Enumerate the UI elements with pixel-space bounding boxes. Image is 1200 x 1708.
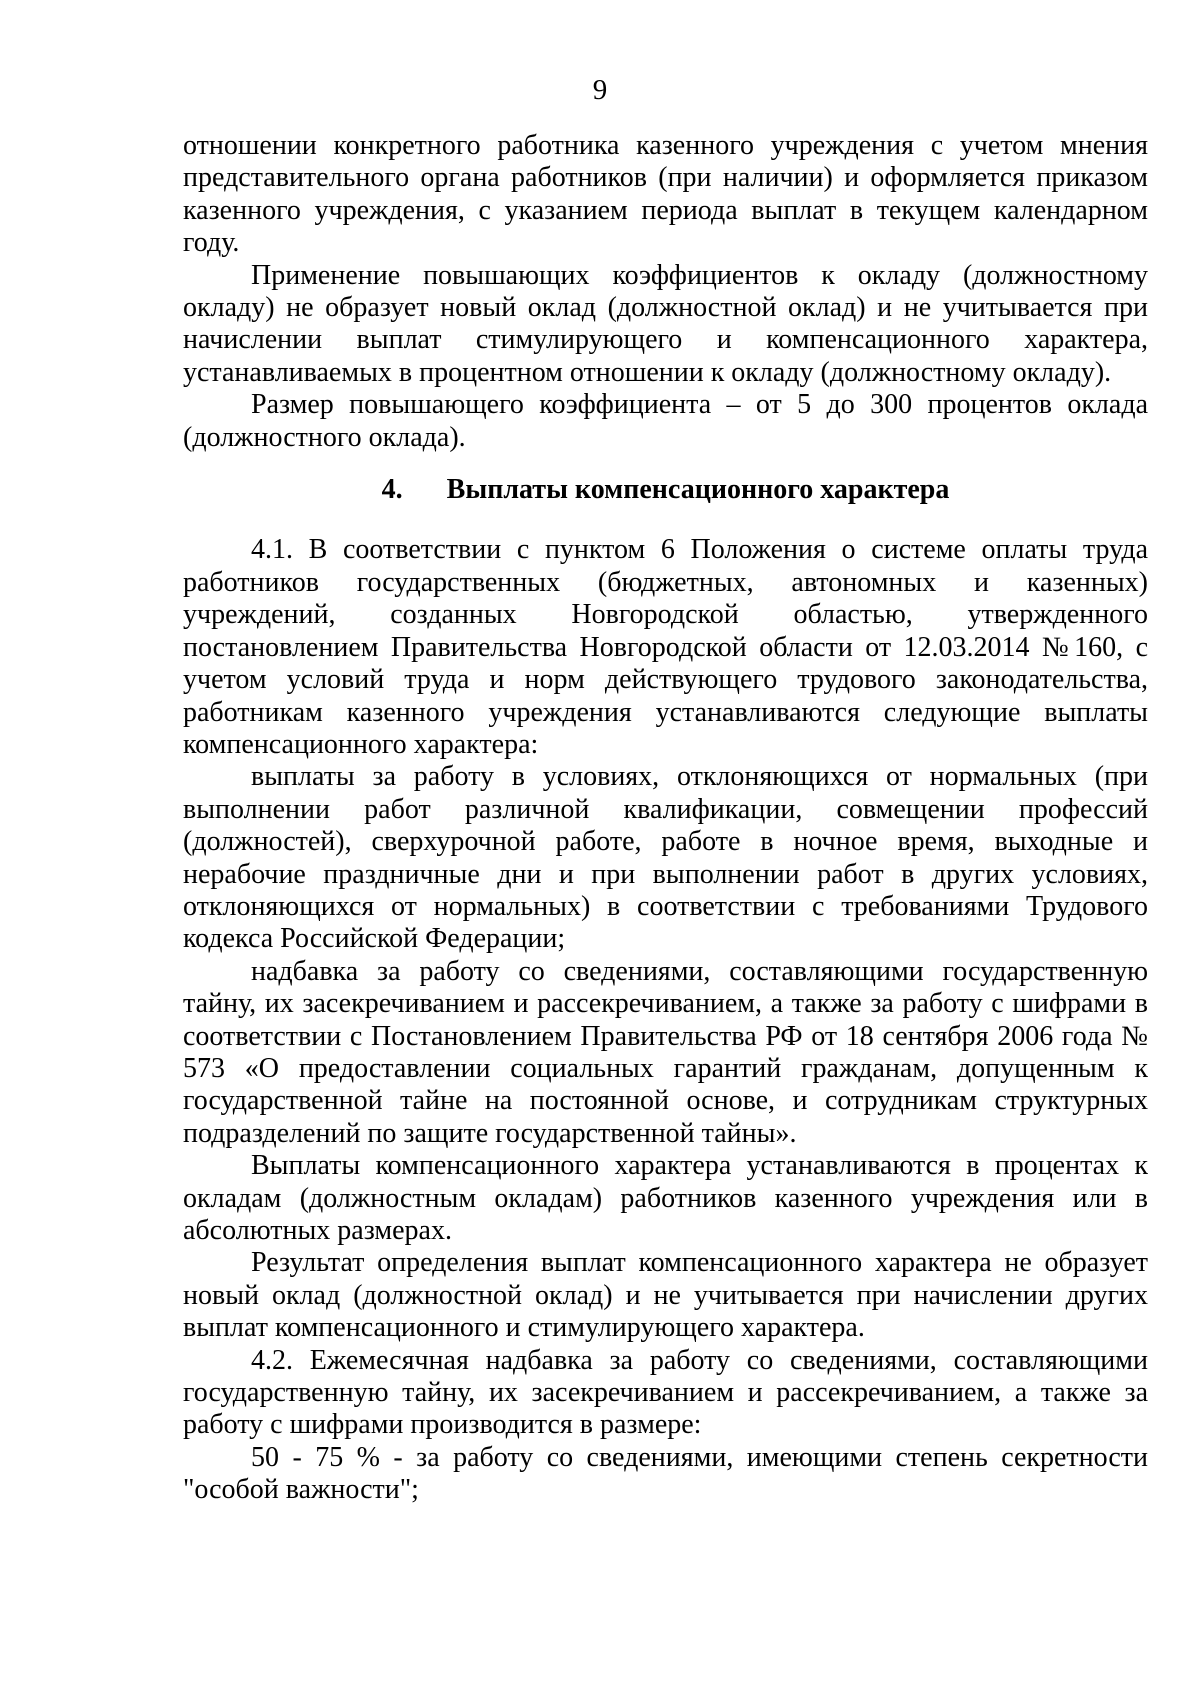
section-title: Выплаты компенсационного характера: [446, 474, 950, 506]
paragraph: отношении конкретного работника казенного учреждения с учетом мнения представительного органа работников (при наличии) и оформляется приказом казенного учреждения, с указанием периода выплат в текущем календарном году.: [183, 130, 1148, 259]
paragraph: 4.2. Ежемесячная надбавка за работу со сведениями, составляющими государственную тайну, их засекречиванием и рассекречиванием, а также за работу с шифрами производится в размере:: [183, 1344, 1148, 1441]
paragraph: Результат определения выплат компенсационного характера не образует новый оклад (должностной оклад) и не учитывается при начислении других выплат компенсационного и стимулирующего характера.: [183, 1247, 1148, 1344]
paragraph: Выплаты компенсационного характера устанавливаются в процентах к окладам (должностным окладам) работников казенного учреждения или в абсолютных размерах.: [183, 1150, 1148, 1246]
paragraph: Применение повышающих коэффициентов к окладу (должностному окладу) не образует новый оклад (должностной оклад) и не учитывается при начислении выплат стимулирующего и компенсационного характера, устанавливаемых в процентном отношении к окладу (должностному окладу).: [183, 259, 1148, 388]
paragraph: выплаты за работу в условиях, отклоняющихся от нормальных (при выполнении работ различной квалификации, совмещении профессий (должностей), сверхурочной работе, работе в ночное время, выходные и нерабочие праздничные дни и при выполнении работ в других условиях, отклоняющихся от нормальных) в соответствии с требованиями Трудового кодекса Российской Федерации;: [183, 761, 1148, 955]
document-body: [183, 130, 1148, 1507]
section-number: 4.: [381, 474, 403, 506]
paragraph: Размер повышающего коэффициента – от 5 до 300 процентов оклада (должностного оклада).: [183, 389, 1148, 453]
paragraph: надбавка за работу со сведениями, составляющими государственную тайну, их засекречиванием и рассекречиванием, а также за работу с шифрами в соответствии с Постановлением Правительства РФ от 18 сентября 2006 года № 573 «О предоставлении социальных гарантий гражданам, допущенным к государственной тайне на постоянной основе, и сотрудникам структурных подразделений по защите государственной тайны».: [183, 955, 1148, 1149]
paragraph: 50 - 75 % - за работу со сведениями, имеющими степень секретности "особой важности";: [183, 1441, 1148, 1506]
page-number: 9: [592, 74, 608, 106]
paragraph: 4.1. В соответствии с пунктом 6 Положения о системе оплаты труда работников государственных (бюджетных, автономных и казенных) учреждений, созданных Новгородской областью, утвержденного постановлением Правительства Новгородской области от 12.03.2014 №160, с учетом условий труда и норм действующего трудового законодательства, работникам казенного учреждения устанавливаются следующие выплаты компенсационного характера:: [183, 534, 1148, 760]
section-heading: [183, 474, 1148, 506]
